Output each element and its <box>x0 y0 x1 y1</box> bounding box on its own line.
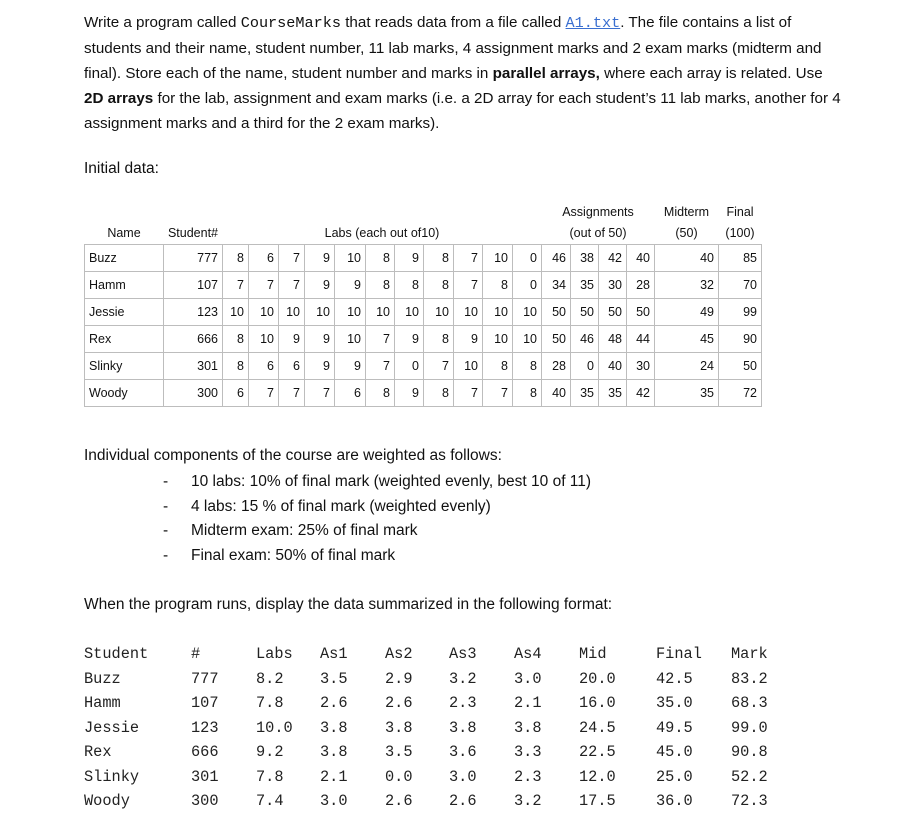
bullet-dash: - <box>163 497 169 515</box>
output-value-cell: 7.8 <box>256 767 284 786</box>
weight-text: Final exam: 50% of final mark <box>191 546 396 564</box>
lab-mark-cell: 0 <box>395 353 424 380</box>
lab-mark-cell: 10 <box>483 245 513 272</box>
lab-mark-cell: 10 <box>249 326 279 353</box>
weight-text: 10 labs: 10% of final mark (weighted evenly, best 10 of 11) <box>191 473 592 490</box>
student-name-cell: Hamm <box>85 272 164 299</box>
lab-mark-cell: 10 <box>249 299 279 326</box>
lab-mark-cell: 10 <box>513 299 542 326</box>
lab-mark-cell: 10 <box>424 299 454 326</box>
output-value-cell: 2.9 <box>385 669 413 688</box>
lab-mark-cell: 9 <box>279 326 305 353</box>
lab-mark-cell: 8 <box>395 272 424 299</box>
lab-mark-cell: 8 <box>483 353 513 380</box>
midterm-mark-cell: 45 <box>655 326 719 353</box>
table-row <box>85 245 762 272</box>
lab-mark-cell: 8 <box>223 326 249 353</box>
output-value-cell: 42.5 <box>656 669 693 688</box>
output-value-cell: 3.8 <box>449 718 477 737</box>
lab-mark-cell: 8 <box>513 380 542 407</box>
table-row <box>85 353 762 380</box>
output-value-cell: 16.0 <box>579 694 616 712</box>
output-value-cell: 24.5 <box>579 718 616 737</box>
lab-mark-cell: 7 <box>483 380 513 407</box>
lab-mark-cell: 9 <box>305 245 335 272</box>
lab-mark-cell: 10 <box>483 326 513 353</box>
output-value-cell: 3.8 <box>320 743 348 761</box>
output-intro: When the program runs, display the data summarized in the following format: <box>84 596 613 613</box>
output-value-cell: 2.6 <box>449 792 477 810</box>
assignment-mark-cell: 50 <box>542 299 571 326</box>
initial-data-table <box>84 202 762 407</box>
lab-mark-cell: 10 <box>335 299 366 326</box>
lab-mark-cell: 10 <box>223 299 249 326</box>
weight-item <box>163 470 591 495</box>
output-student-cell: Jessie <box>84 718 140 737</box>
student-number-cell: 123 <box>164 299 223 326</box>
output-value-cell: 99.0 <box>731 718 768 737</box>
lab-mark-cell: 8 <box>424 380 454 407</box>
lab-mark-cell: 7 <box>305 380 335 407</box>
output-value-cell: 3.8 <box>385 718 413 737</box>
lab-mark-cell: 10 <box>483 299 513 326</box>
midterm-subheader: (50) <box>675 226 698 240</box>
intro-text: . The file contains a list of students and their name, student number, 11 lab marks, 4 assignment marks and 2 exam marks (midterm and final). Store each of the name, student number and marks in <box>84 14 822 82</box>
output-value-cell: As1 <box>320 645 348 663</box>
final-mark-cell: 72 <box>719 380 762 407</box>
lab-mark-cell: 9 <box>335 272 366 299</box>
output-value-cell: Mark <box>731 645 768 663</box>
output-value-cell: As3 <box>449 645 477 663</box>
output-value-cell: 3.5 <box>385 743 413 761</box>
table-row <box>85 299 762 326</box>
lab-mark-cell: 8 <box>424 326 454 353</box>
assignment-mark-cell: 48 <box>599 326 627 353</box>
output-student-cell: Woody <box>84 792 130 810</box>
lab-mark-cell: 7 <box>424 353 454 380</box>
intro-text: Write a program called <box>84 14 241 31</box>
lab-mark-cell: 7 <box>279 245 305 272</box>
lab-mark-cell: 7 <box>249 272 279 299</box>
output-value-cell: 3.8 <box>320 718 348 737</box>
output-value-cell: 9.2 <box>256 743 284 761</box>
assignments-subheader: (out of 50) <box>569 226 627 240</box>
weight-item <box>163 519 591 544</box>
output-value-cell: 35.0 <box>656 694 693 712</box>
assignment-mark-cell: 50 <box>542 326 571 353</box>
output-value-cell: 8.2 <box>256 669 284 688</box>
output-value-cell: 72.3 <box>731 792 768 810</box>
bullet-dash: - <box>163 546 169 564</box>
output-value-cell: 49.5 <box>656 718 693 737</box>
weights-list <box>163 470 591 568</box>
output-value-cell: Final <box>656 645 702 663</box>
program-name: CourseMarks <box>240 14 341 32</box>
final-mark-cell: 85 <box>719 245 762 272</box>
assignment-mark-cell: 50 <box>599 299 627 326</box>
output-value-cell: 52.2 <box>731 767 768 786</box>
output-value-cell: 17.5 <box>579 792 616 810</box>
lab-mark-cell: 8 <box>513 353 542 380</box>
lab-mark-cell: 7 <box>249 380 279 407</box>
assignment-mark-cell: 35 <box>599 380 627 407</box>
table-row <box>85 272 762 299</box>
output-student-cell: Hamm <box>84 694 121 712</box>
bullet-dash: - <box>163 473 169 490</box>
output-value-cell: 7.8 <box>256 694 284 712</box>
final-header: Final <box>726 205 754 219</box>
output-value-cell: Labs <box>256 645 293 663</box>
output-value-cell: 3.3 <box>514 743 542 761</box>
lab-mark-cell: 7 <box>454 272 483 299</box>
student-name-cell: Woody <box>85 380 164 407</box>
lab-mark-cell: 10 <box>279 299 305 326</box>
weight-item <box>163 544 591 569</box>
assignment-mark-cell: 40 <box>542 380 571 407</box>
lab-mark-cell: 0 <box>513 245 542 272</box>
assignment-mark-cell: 0 <box>571 353 599 380</box>
lab-mark-cell: 7 <box>223 272 249 299</box>
weights-intro: Individual components of the course are weighted as follows: <box>84 447 502 464</box>
output-value-cell: 777 <box>191 669 219 688</box>
student-name-cell: Jessie <box>85 299 164 326</box>
lab-mark-cell: 8 <box>424 245 454 272</box>
lab-mark-cell: 7 <box>454 380 483 407</box>
output-value-cell: 3.6 <box>449 743 477 761</box>
output-value-cell: 301 <box>191 767 219 786</box>
student-number-cell: 301 <box>164 353 223 380</box>
lab-mark-cell: 9 <box>305 326 335 353</box>
lab-mark-cell: 7 <box>279 380 305 407</box>
output-student-cell: Rex <box>84 743 112 761</box>
output-value-cell: 83.2 <box>731 669 768 688</box>
lab-mark-cell: 9 <box>335 353 366 380</box>
output-value-cell: 3.0 <box>449 767 477 786</box>
output-value-cell: 45.0 <box>656 743 693 761</box>
assignment-description <box>84 10 844 136</box>
final-mark-cell: 99 <box>719 299 762 326</box>
student-number-header: Student# <box>167 226 219 240</box>
assignment-mark-cell: 28 <box>542 353 571 380</box>
final-mark-cell: 70 <box>719 272 762 299</box>
output-value-cell: 68.3 <box>731 694 768 712</box>
lab-mark-cell: 6 <box>249 353 279 380</box>
lab-mark-cell: 10 <box>366 299 395 326</box>
output-value-cell: 666 <box>191 743 219 761</box>
output-value-cell: 20.0 <box>579 669 616 688</box>
output-value-cell: 3.5 <box>320 669 348 688</box>
output-value-cell: 3.8 <box>514 718 542 737</box>
lab-mark-cell: 10 <box>395 299 424 326</box>
assignment-mark-cell: 30 <box>627 353 655 380</box>
output-value-cell: 2.6 <box>385 694 413 712</box>
assignment-mark-cell: 35 <box>571 272 599 299</box>
output-value-cell: 0.0 <box>385 767 413 786</box>
bold-text: 2D arrays <box>84 90 154 107</box>
assignment-mark-cell: 38 <box>571 245 599 272</box>
midterm-mark-cell: 49 <box>655 299 719 326</box>
output-value-cell: 2.6 <box>385 792 413 810</box>
bold-text: parallel arrays, <box>492 65 600 82</box>
output-student-cell: Slinky <box>84 767 140 786</box>
student-name-cell: Rex <box>85 326 164 353</box>
output-student-cell: Buzz <box>84 669 121 688</box>
lab-mark-cell: 9 <box>305 272 335 299</box>
final-mark-cell: 90 <box>719 326 762 353</box>
lab-mark-cell: 6 <box>249 245 279 272</box>
lab-mark-cell: 9 <box>395 380 424 407</box>
midterm-mark-cell: 35 <box>655 380 719 407</box>
assignment-mark-cell: 34 <box>542 272 571 299</box>
lab-mark-cell: 6 <box>279 353 305 380</box>
assignment-mark-cell: 35 <box>571 380 599 407</box>
output-value-cell: 3.0 <box>320 792 348 810</box>
student-name-cell: Buzz <box>85 245 164 272</box>
output-student-cell: Student <box>84 645 149 663</box>
midterm-mark-cell: 24 <box>655 353 719 380</box>
lab-mark-cell: 0 <box>513 272 542 299</box>
student-number-cell: 777 <box>164 245 223 272</box>
lab-mark-cell: 8 <box>223 353 249 380</box>
assignments-header: Assignments <box>562 205 634 219</box>
midterm-mark-cell: 40 <box>655 245 719 272</box>
output-value-cell: 3.2 <box>449 669 477 688</box>
initial-data-label: Initial data: <box>84 160 159 177</box>
output-value-cell: 22.5 <box>579 743 616 761</box>
output-value-cell: Mid <box>579 645 607 663</box>
lab-mark-cell: 10 <box>305 299 335 326</box>
assignment-mark-cell: 42 <box>599 245 627 272</box>
midterm-header: Midterm <box>663 205 710 219</box>
lab-mark-cell: 7 <box>454 245 483 272</box>
lab-mark-cell: 6 <box>335 380 366 407</box>
weight-item <box>163 495 591 520</box>
final-subheader: (100) <box>725 226 755 240</box>
lab-mark-cell: 7 <box>279 272 305 299</box>
output-value-cell: As4 <box>514 645 542 663</box>
student-number-cell: 300 <box>164 380 223 407</box>
lab-mark-cell: 10 <box>335 326 366 353</box>
output-value-cell: 107 <box>191 694 219 712</box>
assignment-mark-cell: 42 <box>627 380 655 407</box>
weight-text: Midterm exam: 25% of final mark <box>191 522 418 539</box>
lab-mark-cell: 8 <box>483 272 513 299</box>
file-link[interactable]: A1.txt <box>565 14 621 32</box>
output-value-cell: 36.0 <box>656 792 693 810</box>
lab-mark-cell: 10 <box>454 353 483 380</box>
weight-text: 4 labs: 15 % of final mark (weighted evenly) <box>191 497 491 515</box>
assignment-mark-cell: 40 <box>599 353 627 380</box>
assignment-mark-cell: 50 <box>627 299 655 326</box>
intro-text: where each array is related. Use <box>599 65 823 82</box>
lab-mark-cell: 9 <box>395 245 424 272</box>
student-number-cell: 107 <box>164 272 223 299</box>
name-header: Name <box>107 226 141 240</box>
output-value-cell: 12.0 <box>579 767 616 786</box>
output-value-cell: 3.0 <box>514 669 542 688</box>
lab-mark-cell: 7 <box>366 353 395 380</box>
assignment-mark-cell: 28 <box>627 272 655 299</box>
table-row <box>85 326 762 353</box>
output-value-cell: 2.1 <box>514 694 542 712</box>
assignment-mark-cell: 44 <box>627 326 655 353</box>
lab-mark-cell: 8 <box>223 245 249 272</box>
output-value-cell: 123 <box>191 718 219 737</box>
lab-mark-cell: 10 <box>335 245 366 272</box>
bullet-dash: - <box>163 522 169 539</box>
assignment-mark-cell: 50 <box>571 299 599 326</box>
intro-text: that reads data from a file called <box>340 14 566 31</box>
lab-mark-cell: 6 <box>223 380 249 407</box>
assignment-mark-cell: 40 <box>627 245 655 272</box>
output-value-cell: 7.4 <box>256 792 284 810</box>
lab-mark-cell: 9 <box>305 353 335 380</box>
output-value-cell: As2 <box>385 645 413 663</box>
assignment-mark-cell: 46 <box>571 326 599 353</box>
lab-mark-cell: 9 <box>454 326 483 353</box>
output-value-cell: 2.3 <box>449 694 477 712</box>
output-value-cell: 300 <box>191 792 219 810</box>
output-value-cell: 3.2 <box>514 792 542 810</box>
lab-mark-cell: 10 <box>513 326 542 353</box>
output-value-cell: 25.0 <box>656 767 693 786</box>
lab-mark-cell: 7 <box>366 326 395 353</box>
output-value-cell: 2.1 <box>320 767 348 786</box>
table-row <box>85 380 762 407</box>
output-value-cell: 2.3 <box>514 767 542 786</box>
intro-text: for the lab, assignment and exam marks (i.e. a 2D array for each student’s 11 lab marks, another for 4 assignment marks and a third for the 2 exam marks). <box>84 90 841 132</box>
lab-mark-cell: 8 <box>366 272 395 299</box>
assignment-mark-cell: 46 <box>542 245 571 272</box>
output-value-cell: # <box>191 645 201 663</box>
student-name-cell: Slinky <box>85 353 164 380</box>
output-value-cell: 10.0 <box>256 718 293 737</box>
assignment-mark-cell: 30 <box>599 272 627 299</box>
lab-mark-cell: 8 <box>366 380 395 407</box>
midterm-mark-cell: 32 <box>655 272 719 299</box>
lab-mark-cell: 8 <box>424 272 454 299</box>
lab-mark-cell: 9 <box>395 326 424 353</box>
final-mark-cell: 50 <box>719 353 762 380</box>
lab-mark-cell: 8 <box>366 245 395 272</box>
labs-header: Labs (each out of10) <box>324 226 440 240</box>
lab-mark-cell: 10 <box>454 299 483 326</box>
student-number-cell: 666 <box>164 326 223 353</box>
output-value-cell: 90.8 <box>731 743 768 761</box>
output-value-cell: 2.6 <box>320 694 348 712</box>
